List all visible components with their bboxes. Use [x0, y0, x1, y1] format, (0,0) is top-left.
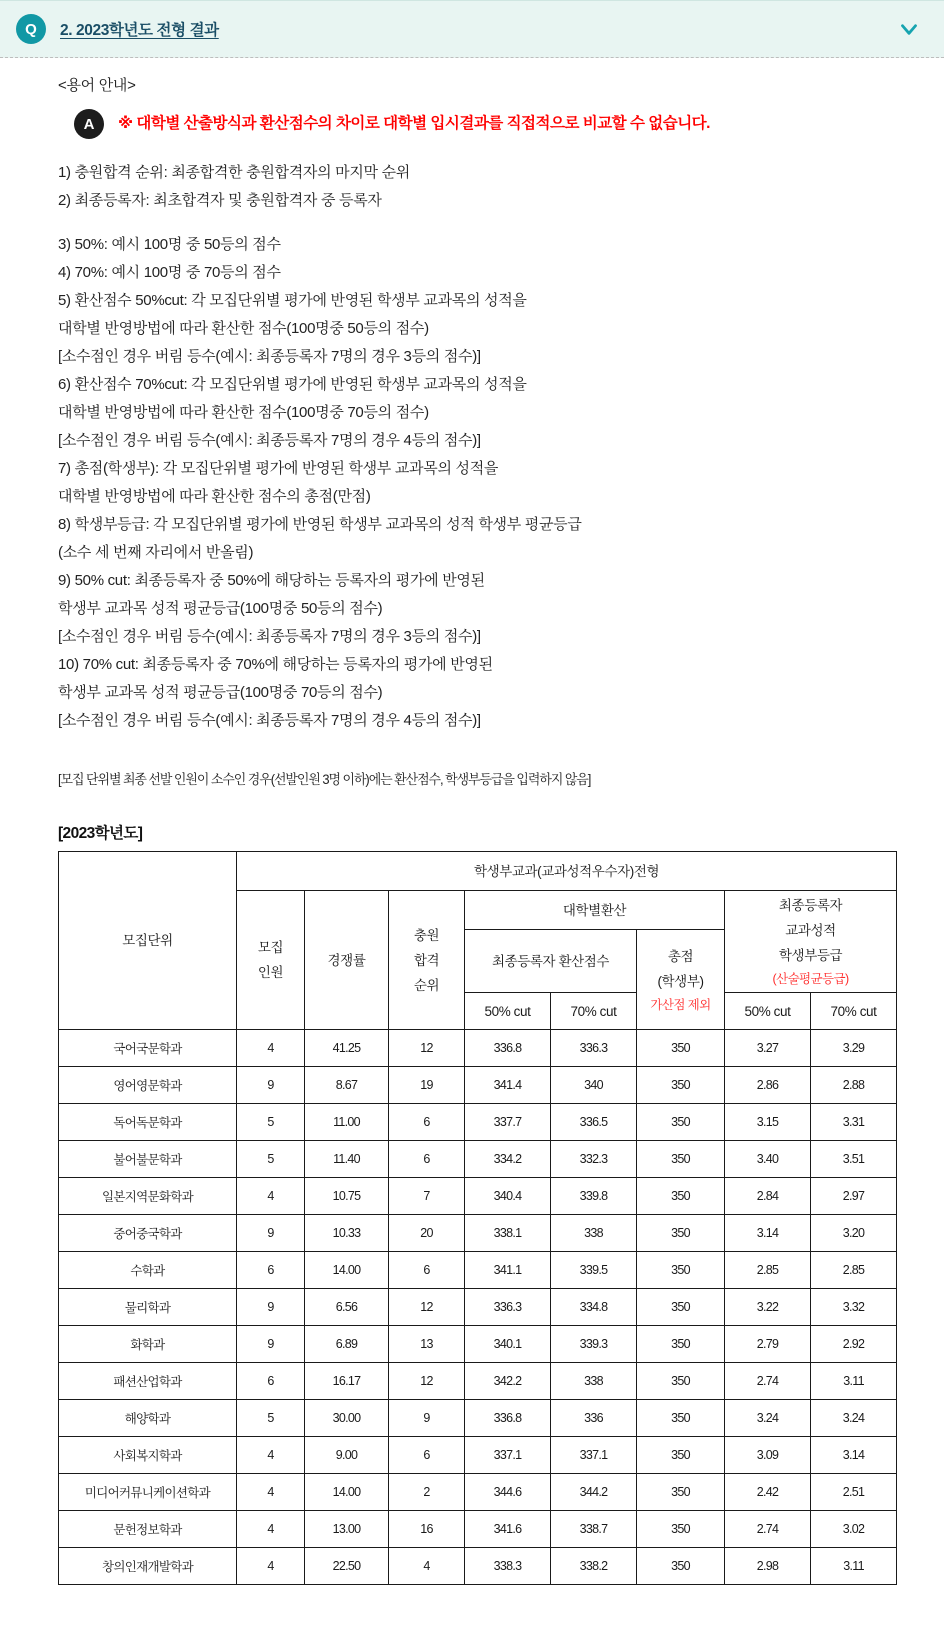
cell-converted-cut70: 344.2 — [551, 1474, 637, 1511]
cell-dept: 불어불문학과 — [59, 1141, 237, 1178]
cell-competition: 30.00 — [305, 1400, 389, 1437]
cell-quota: 4 — [237, 1511, 305, 1548]
cell-grade-cut50: 3.22 — [725, 1289, 811, 1326]
col-header-grade-line3: 학생부등급 — [778, 948, 843, 963]
faq-answer-body — [0, 58, 944, 1585]
cell-converted-cut50: 341.1 — [465, 1252, 551, 1289]
cell-grade-cut50: 2.74 — [725, 1363, 811, 1400]
definition-line: [소수점인 경우 버림 등수(예시: 최종등록자 7명의 경우 4등의 점수)] — [58, 712, 481, 729]
cell-grade-cut50: 3.40 — [725, 1141, 811, 1178]
definition-line: 대학별 반영방법에 따라 환산한 점수(100명중 70등의 점수) — [58, 404, 429, 421]
cell-dept: 중어중국학과 — [59, 1215, 237, 1252]
col-header-grade-cut50: 50% cut — [725, 993, 811, 1030]
cell-competition: 11.00 — [305, 1104, 389, 1141]
col-header-total-note: 가산점 제외 — [650, 997, 711, 1012]
col-header-waitlist-rank — [389, 891, 465, 1030]
cell-converted-cut50: 336.8 — [465, 1030, 551, 1067]
cell-waitlist-rank: 6 — [389, 1141, 465, 1178]
definition-line: 10) 70% cut: 최종등록자 중 70%에 해당하는 등록자의 평가에 반영된 — [58, 656, 493, 673]
cell-converted-cut70: 336.3 — [551, 1030, 637, 1067]
cell-grade-cut50: 3.27 — [725, 1030, 811, 1067]
cell-grade-cut70: 3.14 — [811, 1437, 897, 1474]
definition-line: 2) 최종등록자: 최초합격자 및 충원합격자 중 등록자 — [58, 192, 382, 209]
table-row — [59, 1252, 897, 1289]
cell-converted-cut50: 337.1 — [465, 1437, 551, 1474]
col-header-waitlist-line3: 순위 — [413, 977, 440, 993]
cell-grade-cut50: 2.84 — [725, 1178, 811, 1215]
cell-dept: 미디어커뮤니케이션학과 — [59, 1474, 237, 1511]
cell-total-score: 350 — [637, 1067, 725, 1104]
cell-waitlist-rank: 19 — [389, 1067, 465, 1104]
faq-title[interactable]: 2. 2023학년도 전형 결과 — [60, 22, 219, 39]
cell-grade-cut70: 3.11 — [811, 1548, 897, 1585]
cell-grade-cut70: 3.11 — [811, 1363, 897, 1400]
cell-waitlist-rank: 9 — [389, 1400, 465, 1437]
cell-dept: 일본지역문화학과 — [59, 1178, 237, 1215]
admission-results-table — [58, 851, 897, 1585]
table-body — [59, 1030, 897, 1585]
cell-dept: 독어독문학과 — [59, 1104, 237, 1141]
cell-converted-cut70: 336.5 — [551, 1104, 637, 1141]
definition-line: 6) 환산점수 70%cut: 각 모집단위별 평가에 반영된 학생부 교과목의 성적을 — [58, 376, 527, 393]
cell-grade-cut50: 2.86 — [725, 1067, 811, 1104]
cell-total-score: 350 — [637, 1511, 725, 1548]
cell-quota: 4 — [237, 1548, 305, 1585]
cell-converted-cut50: 342.2 — [465, 1363, 551, 1400]
cell-total-score: 350 — [637, 1030, 725, 1067]
cell-dept: 창의인재개발학과 — [59, 1548, 237, 1585]
cell-waitlist-rank: 4 — [389, 1548, 465, 1585]
cell-waitlist-rank: 20 — [389, 1215, 465, 1252]
cell-grade-cut70: 3.29 — [811, 1030, 897, 1067]
answer-badge — [74, 109, 104, 139]
cell-dept: 사회복지학과 — [59, 1437, 237, 1474]
cell-quota: 4 — [237, 1437, 305, 1474]
cell-grade-cut50: 2.98 — [725, 1548, 811, 1585]
cell-converted-cut70: 338.7 — [551, 1511, 637, 1548]
definition-line: 1) 충원합격 순위: 최종합격한 충원합격자의 마지막 순위 — [58, 164, 410, 181]
cell-quota: 6 — [237, 1252, 305, 1289]
cell-grade-cut70: 2.88 — [811, 1067, 897, 1104]
cell-converted-cut50: 340.4 — [465, 1178, 551, 1215]
cell-grade-cut50: 3.09 — [725, 1437, 811, 1474]
cell-converted-cut50: 338.3 — [465, 1548, 551, 1585]
cell-total-score: 350 — [637, 1215, 725, 1252]
col-header-grade-note: (산술평균등급) — [772, 972, 849, 986]
cell-dept: 영어영문학과 — [59, 1067, 237, 1104]
cell-quota: 5 — [237, 1104, 305, 1141]
col-header-quota-line2: 인원 — [257, 965, 284, 980]
col-header-cut70: 70% cut — [551, 993, 637, 1030]
cell-converted-cut70: 334.8 — [551, 1289, 637, 1326]
cell-waitlist-rank: 12 — [389, 1030, 465, 1067]
answer-warning-row — [74, 109, 924, 139]
cell-waitlist-rank: 6 — [389, 1252, 465, 1289]
question-badge-label: Q — [25, 20, 37, 38]
cell-quota: 9 — [237, 1289, 305, 1326]
col-header-grade-cut70: 70% cut — [811, 993, 897, 1030]
col-header-program: 학생부교과(교과성적우수자)전형 — [237, 852, 897, 891]
cell-grade-cut50: 3.14 — [725, 1215, 811, 1252]
col-header-grade-line1: 최종등록자 — [778, 898, 843, 913]
cell-quota: 9 — [237, 1067, 305, 1104]
cell-total-score: 350 — [637, 1437, 725, 1474]
table-row — [59, 1289, 897, 1326]
cell-total-score: 350 — [637, 1363, 725, 1400]
answer-badge-label: A — [83, 115, 95, 133]
cell-competition: 11.40 — [305, 1141, 389, 1178]
table-row — [59, 1548, 897, 1585]
cell-grade-cut70: 3.31 — [811, 1104, 897, 1141]
definitions-group-2 — [58, 231, 924, 735]
table-row — [59, 1363, 897, 1400]
cell-total-score: 350 — [637, 1141, 725, 1178]
definition-line: 7) 총점(학생부): 각 모집단위별 평가에 반영된 학생부 교과목의 성적을 — [58, 460, 499, 477]
table-row — [59, 1215, 897, 1252]
cell-total-score: 350 — [637, 1400, 725, 1437]
question-badge — [16, 14, 46, 44]
small-selection-footnote: [모집 단위별 최종 선발 인원이 소수인 경우(선발인원 3명 이하)에는 환산점수, 학생부등급을 입력하지 않음] — [58, 772, 591, 787]
cell-waitlist-rank: 7 — [389, 1178, 465, 1215]
cell-competition: 6.89 — [305, 1326, 389, 1363]
table-row — [59, 1067, 897, 1104]
table-row — [59, 1400, 897, 1437]
spacer — [58, 215, 924, 231]
definition-line: 대학별 반영방법에 따라 환산한 점수의 총점(만점) — [58, 488, 371, 505]
chevron-down-icon[interactable] — [896, 16, 922, 42]
definition-line: 3) 50%: 예시 100명 중 50등의 점수 — [58, 236, 281, 253]
cell-converted-cut50: 337.7 — [465, 1104, 551, 1141]
cell-quota: 6 — [237, 1363, 305, 1400]
table-row — [59, 1141, 897, 1178]
cell-competition: 14.00 — [305, 1474, 389, 1511]
cell-converted-cut70: 339.8 — [551, 1178, 637, 1215]
cell-converted-cut70: 336 — [551, 1400, 637, 1437]
definition-line: [소수점인 경우 버림 등수(예시: 최종등록자 7명의 경우 3등의 점수)] — [58, 348, 481, 365]
col-header-quota-line1: 모집 — [257, 940, 284, 955]
col-header-cut50: 50% cut — [465, 993, 551, 1030]
cell-converted-cut70: 340 — [551, 1067, 637, 1104]
cell-grade-cut50: 2.74 — [725, 1511, 811, 1548]
cell-quota: 5 — [237, 1141, 305, 1178]
cell-waitlist-rank: 13 — [389, 1326, 465, 1363]
cell-grade-cut70: 3.51 — [811, 1141, 897, 1178]
cell-quota: 4 — [237, 1030, 305, 1067]
cell-dept: 수학과 — [59, 1252, 237, 1289]
cell-converted-cut70: 339.3 — [551, 1326, 637, 1363]
definition-line: 대학별 반영방법에 따라 환산한 점수(100명중 50등의 점수) — [58, 320, 429, 337]
cell-converted-cut50: 341.6 — [465, 1511, 551, 1548]
cell-grade-cut50: 3.24 — [725, 1400, 811, 1437]
cell-dept: 해양학과 — [59, 1400, 237, 1437]
cell-waitlist-rank: 6 — [389, 1104, 465, 1141]
cell-grade-cut50: 2.79 — [725, 1326, 811, 1363]
col-header-grade-line2: 교과성적 — [785, 923, 836, 938]
cell-total-score: 350 — [637, 1474, 725, 1511]
cell-converted-cut70: 338 — [551, 1215, 637, 1252]
cell-dept: 국어국문학과 — [59, 1030, 237, 1067]
cell-competition: 22.50 — [305, 1548, 389, 1585]
cell-converted-cut50: 336.3 — [465, 1289, 551, 1326]
cell-grade-cut70: 2.85 — [811, 1252, 897, 1289]
results-table-wrapper — [0, 851, 944, 1585]
cell-waitlist-rank: 12 — [389, 1363, 465, 1400]
table-row — [59, 1030, 897, 1067]
cell-total-score: 350 — [637, 1104, 725, 1141]
definition-line: 학생부 교과목 성적 평균등급(100명중 50등의 점수) — [58, 600, 383, 617]
cell-dept: 문헌정보학과 — [59, 1511, 237, 1548]
cell-competition: 9.00 — [305, 1437, 389, 1474]
cell-competition: 6.56 — [305, 1289, 389, 1326]
definition-line: 8) 학생부등급: 각 모집단위별 평가에 반영된 학생부 교과목의 성적 학생부 평균등급 — [58, 516, 582, 533]
col-header-dept: 모집단위 — [59, 852, 237, 1030]
col-header-total-line1: 총점 — [667, 948, 694, 964]
col-header-quota — [237, 891, 305, 1030]
cell-dept: 패션산업학과 — [59, 1363, 237, 1400]
cell-total-score: 350 — [637, 1252, 725, 1289]
cell-grade-cut70: 2.97 — [811, 1178, 897, 1215]
cell-competition: 16.17 — [305, 1363, 389, 1400]
cell-competition: 8.67 — [305, 1067, 389, 1104]
cell-grade-cut50: 2.85 — [725, 1252, 811, 1289]
faq-accordion-header[interactable] — [0, 0, 944, 58]
cell-competition: 13.00 — [305, 1511, 389, 1548]
definitions-group-1 — [58, 159, 924, 215]
col-header-converted-score: 최종등록자 환산점수 — [465, 930, 637, 993]
cell-converted-cut50: 334.2 — [465, 1141, 551, 1178]
cell-grade-cut50: 3.15 — [725, 1104, 811, 1141]
terms-guide-heading: <용어 안내> — [58, 77, 136, 94]
definition-line: 5) 환산점수 50%cut: 각 모집단위별 평가에 반영된 학생부 교과목의 성적을 — [58, 292, 527, 309]
table-head — [59, 852, 897, 1030]
cell-converted-cut70: 337.1 — [551, 1437, 637, 1474]
cell-waitlist-rank: 6 — [389, 1437, 465, 1474]
col-header-waitlist-line1: 충원 — [413, 927, 440, 943]
col-header-conversion: 대학별환산 — [465, 891, 725, 930]
cell-competition: 10.33 — [305, 1215, 389, 1252]
col-header-total-line2: (학생부) — [657, 973, 704, 989]
definition-line: 4) 70%: 예시 100명 중 70등의 점수 — [58, 264, 281, 281]
cell-waitlist-rank: 12 — [389, 1289, 465, 1326]
table-row — [59, 1326, 897, 1363]
table-row — [59, 1474, 897, 1511]
cell-quota: 9 — [237, 1326, 305, 1363]
cell-grade-cut50: 2.42 — [725, 1474, 811, 1511]
definition-line: 학생부 교과목 성적 평균등급(100명중 70등의 점수) — [58, 684, 383, 701]
table-row — [59, 1178, 897, 1215]
table-row — [59, 1437, 897, 1474]
cell-waitlist-rank: 16 — [389, 1511, 465, 1548]
cell-competition: 41.25 — [305, 1030, 389, 1067]
definition-line: [소수점인 경우 버림 등수(예시: 최종등록자 7명의 경우 3등의 점수)] — [58, 628, 481, 645]
cell-total-score: 350 — [637, 1326, 725, 1363]
cell-quota: 5 — [237, 1400, 305, 1437]
cell-converted-cut70: 338.2 — [551, 1548, 637, 1585]
col-header-competition: 경쟁률 — [305, 891, 389, 1030]
spacer — [58, 735, 924, 769]
cell-converted-cut50: 344.6 — [465, 1474, 551, 1511]
cell-grade-cut70: 3.32 — [811, 1289, 897, 1326]
answer-content — [0, 74, 944, 843]
cell-converted-cut70: 339.5 — [551, 1252, 637, 1289]
year-label: [2023학년도] — [58, 825, 143, 842]
cell-converted-cut50: 341.4 — [465, 1067, 551, 1104]
cell-converted-cut70: 332.3 — [551, 1141, 637, 1178]
warning-text: ※ 대학별 산출방식과 환산점수의 차이로 대학별 입시결과를 직접적으로 비교할 수 없습니다. — [118, 115, 710, 132]
table-header-row-1 — [59, 852, 897, 891]
cell-grade-cut70: 3.20 — [811, 1215, 897, 1252]
cell-grade-cut70: 2.51 — [811, 1474, 897, 1511]
cell-quota: 4 — [237, 1178, 305, 1215]
definition-line: (소수 세 번째 자리에서 반올림) — [58, 544, 254, 561]
table-row — [59, 1104, 897, 1141]
cell-quota: 4 — [237, 1474, 305, 1511]
cell-total-score: 350 — [637, 1548, 725, 1585]
cell-converted-cut70: 338 — [551, 1363, 637, 1400]
cell-total-score: 350 — [637, 1178, 725, 1215]
cell-quota: 9 — [237, 1215, 305, 1252]
cell-waitlist-rank: 2 — [389, 1474, 465, 1511]
definition-line: 9) 50% cut: 최종등록자 중 50%에 해당하는 등록자의 평가에 반영된 — [58, 572, 485, 589]
cell-dept: 화학과 — [59, 1326, 237, 1363]
definition-line: [소수점인 경우 버림 등수(예시: 최종등록자 7명의 경우 4등의 점수)] — [58, 432, 481, 449]
cell-total-score: 350 — [637, 1289, 725, 1326]
cell-grade-cut70: 3.24 — [811, 1400, 897, 1437]
cell-competition: 14.00 — [305, 1252, 389, 1289]
cell-competition: 10.75 — [305, 1178, 389, 1215]
cell-converted-cut50: 336.8 — [465, 1400, 551, 1437]
table-row — [59, 1511, 897, 1548]
cell-grade-cut70: 2.92 — [811, 1326, 897, 1363]
cell-dept: 물리학과 — [59, 1289, 237, 1326]
cell-converted-cut50: 338.1 — [465, 1215, 551, 1252]
cell-converted-cut50: 340.1 — [465, 1326, 551, 1363]
cell-grade-cut70: 3.02 — [811, 1511, 897, 1548]
col-header-waitlist-line2: 합격 — [413, 952, 440, 968]
col-header-total-score — [637, 930, 725, 1030]
col-header-final-grade — [725, 891, 897, 993]
